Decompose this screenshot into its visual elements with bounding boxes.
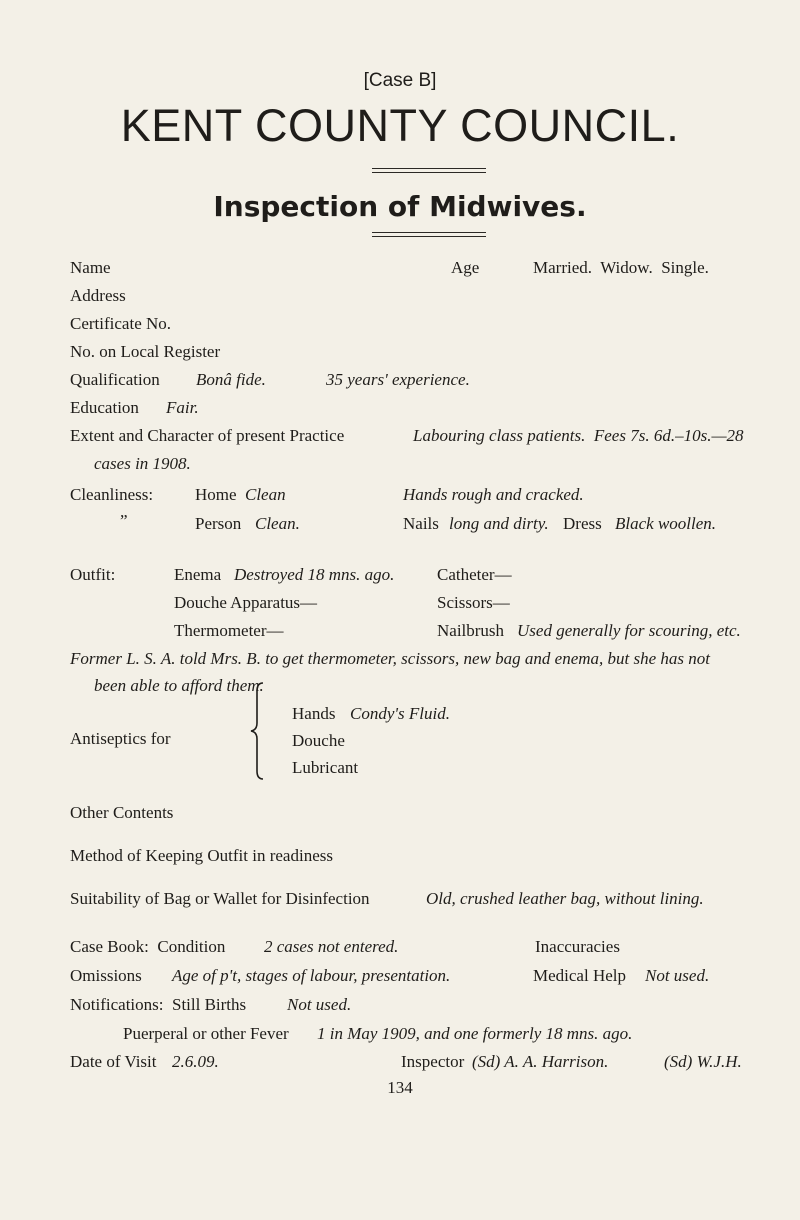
case-book-condition-value: 2 cases not entered. <box>264 937 399 956</box>
top-rule <box>372 168 486 169</box>
outfit-label: Outfit: <box>70 565 116 584</box>
case-book-label: Case Book: Condition <box>70 937 226 956</box>
name-label: Name <box>70 258 111 277</box>
outfit-note-line2: been able to afford them. <box>94 676 264 695</box>
nails-value: long and dirty. <box>449 514 549 533</box>
fever-label: Puerperal or other Fever <box>123 1024 289 1043</box>
brace-icon <box>248 681 266 781</box>
scissors-label: Scissors— <box>437 593 510 612</box>
form-subtitle: Inspection of Midwives. <box>213 190 587 223</box>
inaccuracies-label: Inaccuracies <box>535 937 620 956</box>
other-contents-label: Other Contents <box>70 803 174 822</box>
enema-label: Enema <box>174 565 222 584</box>
hands-condition-value: Hands rough and cracked. <box>403 485 584 504</box>
omissions-label: Omissions <box>70 966 142 985</box>
nailbrush-value: Used generally for scouring, etc. <box>517 621 741 640</box>
home-label: Home <box>195 485 237 504</box>
suitability-value: Old, crushed leather bag, without lining. <box>426 889 704 908</box>
inspector-signature-2: (Sd) W.J.H. <box>664 1052 742 1071</box>
catheter-label: Catheter— <box>437 565 512 584</box>
practice-label: Extent and Character of present Practice <box>70 426 345 445</box>
omissions-value: Age of p't, stages of labour, presentation. <box>172 966 451 985</box>
practice-value: Labouring class patients. Fees 7s. 6d.–10s.—28 <box>413 426 744 445</box>
education-value: Fair. <box>166 398 199 417</box>
ditto-mark: ” <box>120 511 128 530</box>
medical-help-label: Medical Help <box>533 966 626 985</box>
visit-date-value: 2.6.09. <box>172 1052 219 1071</box>
case-tag: [Case B] <box>363 70 437 91</box>
age-label: Age <box>451 258 480 277</box>
antiseptic-hands-value: Condy's Fluid. <box>350 704 450 723</box>
qualification-label: Qualification <box>70 370 160 389</box>
thermometer-label: Thermometer— <box>174 621 284 640</box>
education-label: Education <box>70 398 139 417</box>
inspector-label: Inspector <box>401 1052 465 1071</box>
page-number: 134 <box>387 1078 413 1097</box>
practice-value-cont: cases in 1908. <box>94 454 191 473</box>
cleanliness-label: Cleanliness: <box>70 485 154 504</box>
address-label: Address <box>70 286 126 305</box>
fever-value: 1 in May 1909, and one formerly 18 mns. ago. <box>317 1024 633 1043</box>
notifications-value: Not used. <box>287 995 352 1014</box>
antiseptic-hands-label: Hands <box>292 704 336 723</box>
certificate-label: Certificate No. <box>70 314 172 333</box>
antiseptics-label: Antiseptics for <box>70 729 171 748</box>
visit-date-label: Date of Visit <box>70 1052 157 1071</box>
inspector-signature-1: (Sd) A. A. Harrison. <box>472 1052 609 1071</box>
antiseptic-lubricant-label: Lubricant <box>292 758 359 777</box>
enema-value: Destroyed 18 mns. ago. <box>234 565 395 584</box>
qualification-value: Bonâ fide. <box>196 370 266 389</box>
suitability-label: Suitability of Bag or Wallet for Disinfection <box>70 889 370 908</box>
nails-label: Nails <box>403 514 439 533</box>
method-label: Method of Keeping Outfit in readiness <box>70 846 333 865</box>
outfit-note-line1: Former L. S. A. told Mrs. B. to get thermometer, scissors, new bag and enema, but she has not <box>70 649 710 668</box>
dress-value: Black woollen. <box>615 514 717 533</box>
douche-apparatus-label: Douche Apparatus— <box>174 593 318 612</box>
marital-status-options: Married. Widow. Single. <box>533 258 709 277</box>
bottom-rule <box>372 232 486 233</box>
council-title: KENT COUNTY COUNCIL. <box>120 100 680 151</box>
nailbrush-label: Nailbrush <box>437 621 505 640</box>
local-register-label: No. on Local Register <box>70 342 221 361</box>
person-value: Clean. <box>255 514 300 533</box>
dress-label: Dress <box>563 514 602 533</box>
bottom-rule <box>372 236 486 237</box>
home-value: Clean <box>245 485 286 504</box>
antiseptic-douche-label: Douche <box>292 731 345 750</box>
experience-value: 35 years' experience. <box>326 370 470 389</box>
top-rule <box>372 172 486 173</box>
medical-help-value: Not used. <box>645 966 710 985</box>
notifications-label: Notifications: Still Births <box>70 995 247 1014</box>
person-label: Person <box>195 514 242 533</box>
